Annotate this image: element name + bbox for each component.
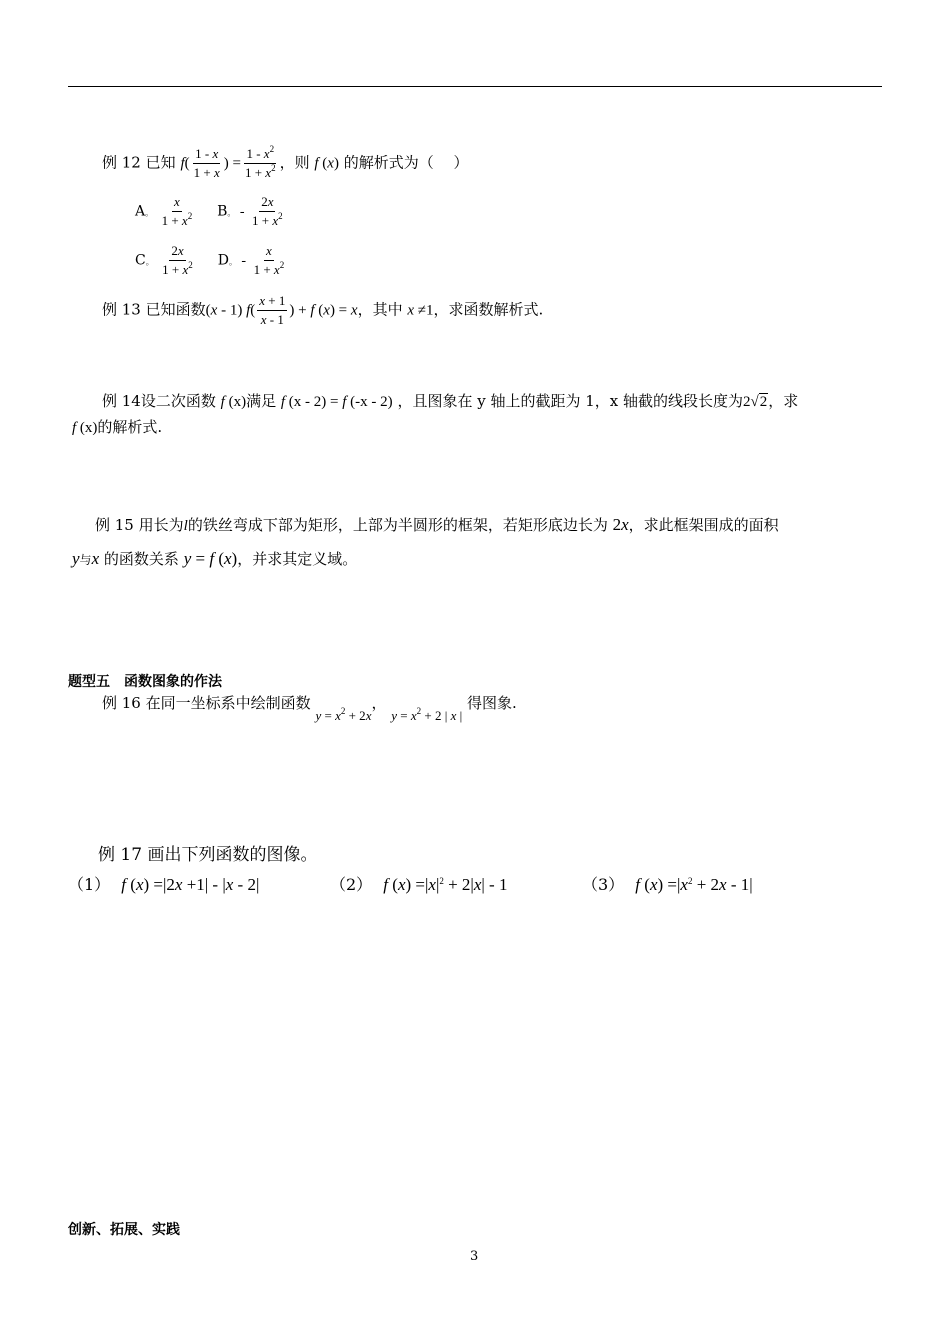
option-a-label: A [135,203,146,220]
example-17-part-2: （2） f $(x) =|x|^2 + 2|x| - 1$ [330,875,508,894]
example-label: 例 14 [102,392,141,410]
example-14-line1: 例 14设二次函数 f (x)满足 f (x - 2) = f (-x - 2) ，且图象在 y 轴上的截距为 1，x 轴截的线段长度为2√2，求 [102,392,799,410]
example-13-question: 例 13 已知函数(x - 1) f( $\frac{x + 1}{x - 1}$ ) + f (x) = x，其中 x ≠1，求函数解析式. [102,293,544,327]
example-17-question: 例 17 画出下列函数的图像。 [98,845,318,865]
example-label: 例 17 [98,845,143,865]
example-label: 例 13 [102,300,141,319]
option-row-cd: C。 $\frac{2x}{1 + x^2}$ D。 - $\frac{x}{1 + x^2}$ [135,243,285,277]
example-label: 例 16 [102,694,141,712]
section-title: 创新、拓展、实践 [68,1222,180,1238]
example-17-part-3: （3） f $(x) =|x^2 + 2x - 1|$ [582,875,753,894]
example-17-part-1: （1） f (x) =|2x +1| - |x - 2| [68,875,260,894]
header-rule [68,86,882,87]
example-15-line1: 例 15 用长为l的铁丝弯成下部为矩形，上部为半圆形的框架，若矩形底边长为 2x，求此框架围成的面积 [95,515,779,534]
option-b-label: B [217,203,228,220]
option-row-ab: A。 $\frac{x}{1 + x^2}$ B。 - $\frac{2x}{1 + x^2}$ [135,194,283,228]
option-d-label: D [217,252,229,269]
example-16-question: 例 16 在同一坐标系中绘制函数 $y = x^2 + 2x$， $y = x^2 + 2$ | x | 得图象. [102,694,517,723]
example-14-line2: f (x)的解析式. [72,418,163,436]
example-12-question: 例 12 已知 f( $\frac{1 - x}{1 + x}$ ) = $\frac{1 - x^2}{1 + x^2}$ ，则 f (x) 的解析式为（ ） [102,144,469,180]
part-label: （2） [330,875,373,894]
part-label: （3） [582,875,625,894]
example-label: 例 15 [95,516,134,534]
example-label: 例 12 [102,153,141,172]
option-c-label: C [135,252,146,269]
part-label: （1） [68,875,111,894]
section-title: 题型五 函数图象的作法 [68,674,222,690]
page-number: 3 [470,1249,479,1264]
example-15-line2: y与x 的函数关系 y = f (x)，并求其定义域。 [72,549,358,568]
